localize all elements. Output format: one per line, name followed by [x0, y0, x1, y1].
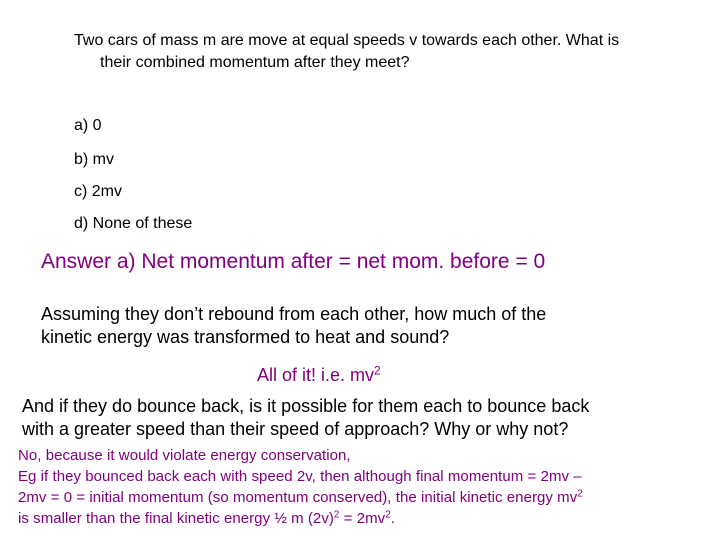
- question-2: [41, 303, 681, 349]
- question-3-line-1: And if they do bounce back, is it possible for them each to bounce back: [22, 396, 590, 416]
- answer-3: [18, 445, 708, 529]
- option-a: a) 0: [74, 117, 102, 134]
- answer-2-text: All of it! i.e. mv: [257, 365, 375, 385]
- question-2-line-2: kinetic energy was transformed to heat and sound?: [41, 327, 450, 347]
- answer-1: Answer a) Net momentum after = net mom. before = 0: [41, 250, 546, 273]
- answer-3-line-3-text: 2mv = 0 = initial momentum (so momentum conserved), the initial kinetic energy mv: [18, 489, 578, 506]
- question-2-line-1: Assuming they don’t rebound from each other, how much of the: [41, 304, 547, 324]
- answer-3-line-4: [18, 508, 708, 529]
- answer-3-line-2: Eg if they bounced back each with speed 2v, then although final momentum = 2mv –: [18, 468, 582, 485]
- answer-3-line-3-exponent: 2: [577, 488, 583, 500]
- answer-3-line-4-a: is smaller than the final kinetic energy ½ m (2v): [18, 510, 334, 527]
- option-b: b) mv: [74, 151, 114, 168]
- answer-2: [257, 364, 381, 387]
- answer-3-line-4-exponent-1: 2: [333, 509, 340, 521]
- answer-3-line-4-c: .: [390, 510, 395, 527]
- answer-2-exponent: 2: [374, 363, 381, 378]
- answer-3-line-4-exponent-2: 2: [385, 509, 391, 521]
- option-d: d) None of these: [74, 215, 193, 232]
- question-1-line-1: Two cars of mass m are move at equal speeds v towards each other. What is: [74, 32, 620, 49]
- question-1: [74, 30, 694, 74]
- option-c: c) 2mv: [74, 183, 122, 200]
- answer-3-line-3: [18, 487, 708, 508]
- question-3-line-2: with a greater speed than their speed of approach? Why or why not?: [22, 419, 569, 439]
- answer-3-line-4-b: = 2mv: [339, 510, 386, 527]
- question-3: [22, 395, 702, 441]
- question-1-line-2: their combined momentum after they meet?: [100, 54, 410, 71]
- answer-3-line-1: No, because it would violate energy conservation,: [18, 447, 351, 464]
